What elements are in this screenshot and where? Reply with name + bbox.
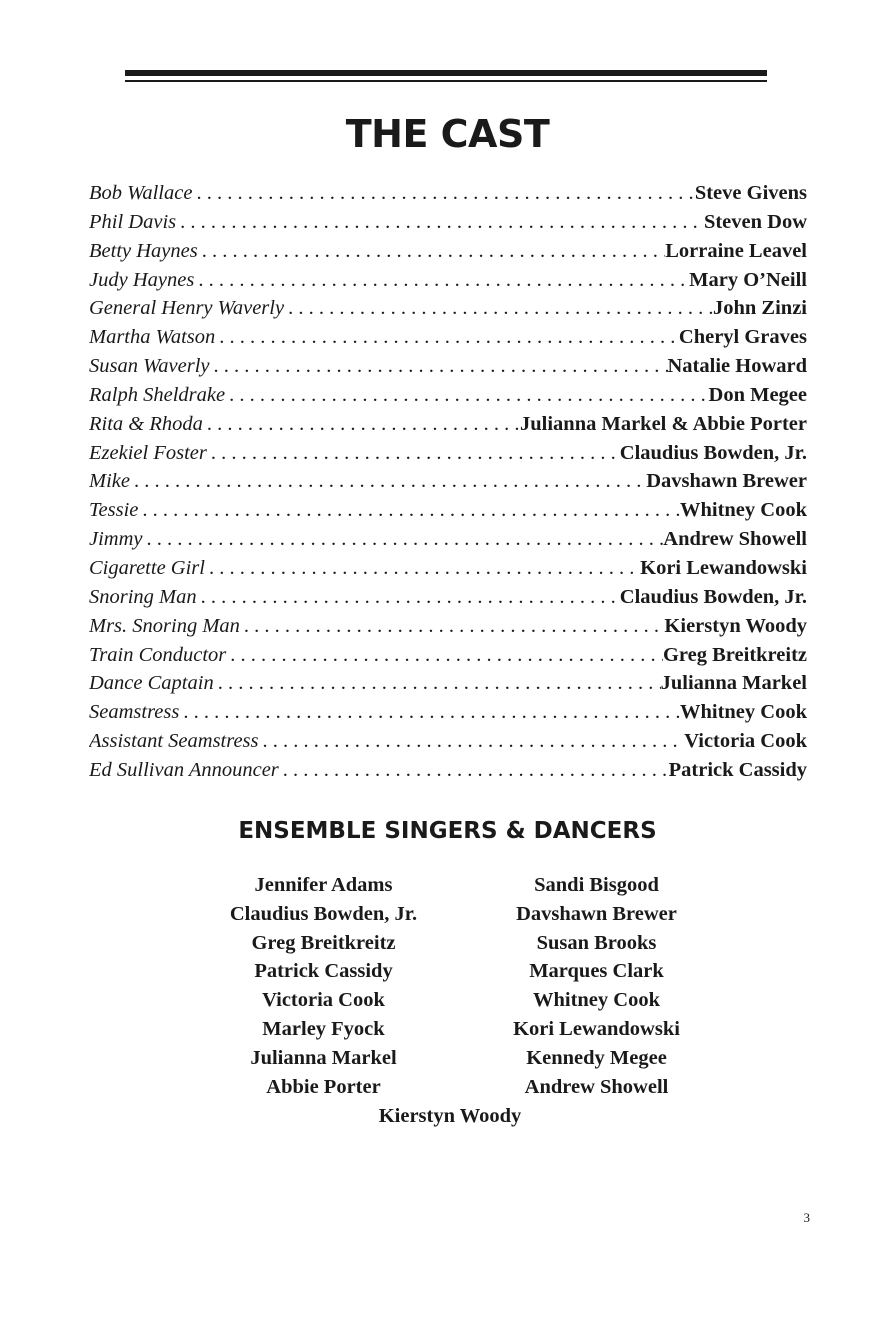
role-name: Bob Wallace <box>89 182 193 204</box>
role-name: Mrs. Snoring Man <box>89 614 240 637</box>
actor-name: Steve Givens <box>694 182 807 204</box>
role-name: Cigarette Girl <box>89 556 205 579</box>
cast-row <box>89 384 807 413</box>
role-name: Ralph Sheldrake <box>89 383 226 406</box>
role-name: Rita & Rhoda <box>89 412 203 435</box>
leader-dots <box>226 644 663 667</box>
leader-dots <box>240 615 665 638</box>
page-number: 3 <box>803 1210 810 1225</box>
leader-dots <box>203 413 520 436</box>
cast-row <box>89 211 807 240</box>
leader-dots <box>210 355 668 378</box>
ensemble-member: Kennedy Megee <box>526 1046 667 1069</box>
leader-dots <box>138 499 680 522</box>
cast-row <box>89 413 807 442</box>
ensemble-member: Andrew Showell <box>524 1075 669 1098</box>
role-name: Judy Haynes <box>89 268 195 291</box>
actor-name: Andrew Showell <box>663 528 807 551</box>
actor-name: Greg Breitkreitz <box>662 643 807 666</box>
cast-row <box>89 759 807 788</box>
header-rule-thick <box>125 70 767 76</box>
role-name: Susan Waverly <box>89 355 210 378</box>
cast-row <box>89 297 807 326</box>
ensemble-list <box>190 871 730 1101</box>
leader-dots <box>197 586 620 609</box>
ensemble-member: Susan Brooks <box>536 931 657 954</box>
cast-row <box>89 586 807 615</box>
leader-dots <box>179 701 680 724</box>
actor-name: Whitney Cook <box>679 701 807 724</box>
actor-name: Steven Dow <box>703 210 807 233</box>
ensemble-member: Jennifer Adams <box>254 874 393 896</box>
ensemble-member: Marques Clark <box>529 960 664 983</box>
actor-name: Mary O’Neill <box>689 268 807 291</box>
role-name: Martha Watson <box>89 326 216 349</box>
actor-name: Don Megee <box>708 383 807 406</box>
ensemble-member: Whitney Cook <box>532 989 660 1012</box>
role-name: Tessie <box>89 499 139 522</box>
role-name: Assistant Seamstress <box>89 730 259 753</box>
actor-name: Natalie Howard <box>667 355 807 378</box>
leader-dots <box>225 384 708 407</box>
cast-row <box>89 528 807 557</box>
actor-name: Whitney Cook <box>679 499 807 522</box>
ensemble-member: Patrick Cassidy <box>254 960 393 983</box>
role-name: Jimmy <box>89 528 143 551</box>
actor-name: John Zinzi <box>713 297 807 320</box>
leader-dots <box>207 442 620 465</box>
leader-dots <box>130 470 646 493</box>
ensemble-member: Julianna Markel <box>250 1046 397 1069</box>
actor-name: Lorraine Leavel <box>665 239 807 262</box>
cast-row <box>89 182 807 211</box>
ensemble-member: Sandi Bisgood <box>534 874 659 896</box>
cast-row <box>89 470 807 499</box>
ensemble-heading: ENSEMBLE SINGERS & DANCERS <box>238 818 657 844</box>
leader-dots <box>284 297 713 320</box>
ensemble-member: Marley Fyock <box>262 1017 385 1040</box>
cast-row <box>89 442 807 471</box>
cast-row <box>89 615 807 644</box>
cast-row <box>89 355 807 384</box>
actor-name: Claudius Bowden, Jr. <box>619 585 807 608</box>
role-name: General Henry Waverly <box>89 297 285 320</box>
actor-name: Claudius Bowden, Jr. <box>619 441 807 464</box>
role-name: Ezekiel Foster <box>89 441 207 464</box>
cast-row <box>89 644 807 673</box>
leader-dots <box>214 672 661 695</box>
leader-dots <box>143 528 664 551</box>
role-name: Seamstress <box>89 701 180 724</box>
cast-row <box>89 240 807 269</box>
leader-dots <box>192 182 694 205</box>
actor-name: Kierstyn Woody <box>664 614 807 637</box>
page-title: THE CAST <box>345 112 550 156</box>
leader-dots <box>205 557 640 580</box>
cast-row <box>89 701 807 730</box>
ensemble-member: Kori Lewandowski <box>513 1017 680 1040</box>
ensemble-member: Claudius Bowden, Jr. <box>229 902 418 925</box>
role-name: Dance Captain <box>89 672 214 695</box>
ensemble-member: Greg Breitkreitz <box>251 931 396 954</box>
cast-list <box>89 182 807 788</box>
actor-name: Julianna Markel & Abbie Porter <box>520 412 807 435</box>
role-name: Mike <box>89 470 130 493</box>
role-name: Ed Sullivan Announcer <box>89 758 279 781</box>
actor-name: Julianna Markel <box>660 672 807 695</box>
cast-row <box>89 269 807 298</box>
leader-dots <box>279 759 669 782</box>
actor-name: Davshawn Brewer <box>646 470 807 493</box>
role-name: Snoring Man <box>89 585 197 608</box>
actor-name: Cheryl Graves <box>678 326 807 349</box>
leader-dots <box>194 269 689 292</box>
role-name: Betty Haynes <box>89 239 198 262</box>
leader-dots <box>215 326 679 349</box>
cast-row <box>89 730 807 759</box>
cast-row <box>89 499 807 528</box>
header-rule-thin <box>125 80 767 82</box>
leader-dots <box>198 240 666 263</box>
ensemble-member: Victoria Cook <box>262 989 385 1012</box>
ensemble-member-last: Kierstyn Woody <box>378 1105 522 1127</box>
leader-dots <box>176 211 704 234</box>
ensemble-member: Abbie Porter <box>266 1075 381 1098</box>
role-name: Phil Davis <box>89 210 177 233</box>
actor-name: Patrick Cassidy <box>668 758 807 781</box>
role-name: Train Conductor <box>89 643 227 666</box>
actor-name: Kori Lewandowski <box>640 556 807 579</box>
ensemble-member: Davshawn Brewer <box>516 902 677 925</box>
cast-row <box>89 326 807 355</box>
cast-row <box>89 557 807 586</box>
leader-dots <box>259 730 685 753</box>
cast-row <box>89 672 807 701</box>
actor-name: Victoria Cook <box>684 730 807 753</box>
